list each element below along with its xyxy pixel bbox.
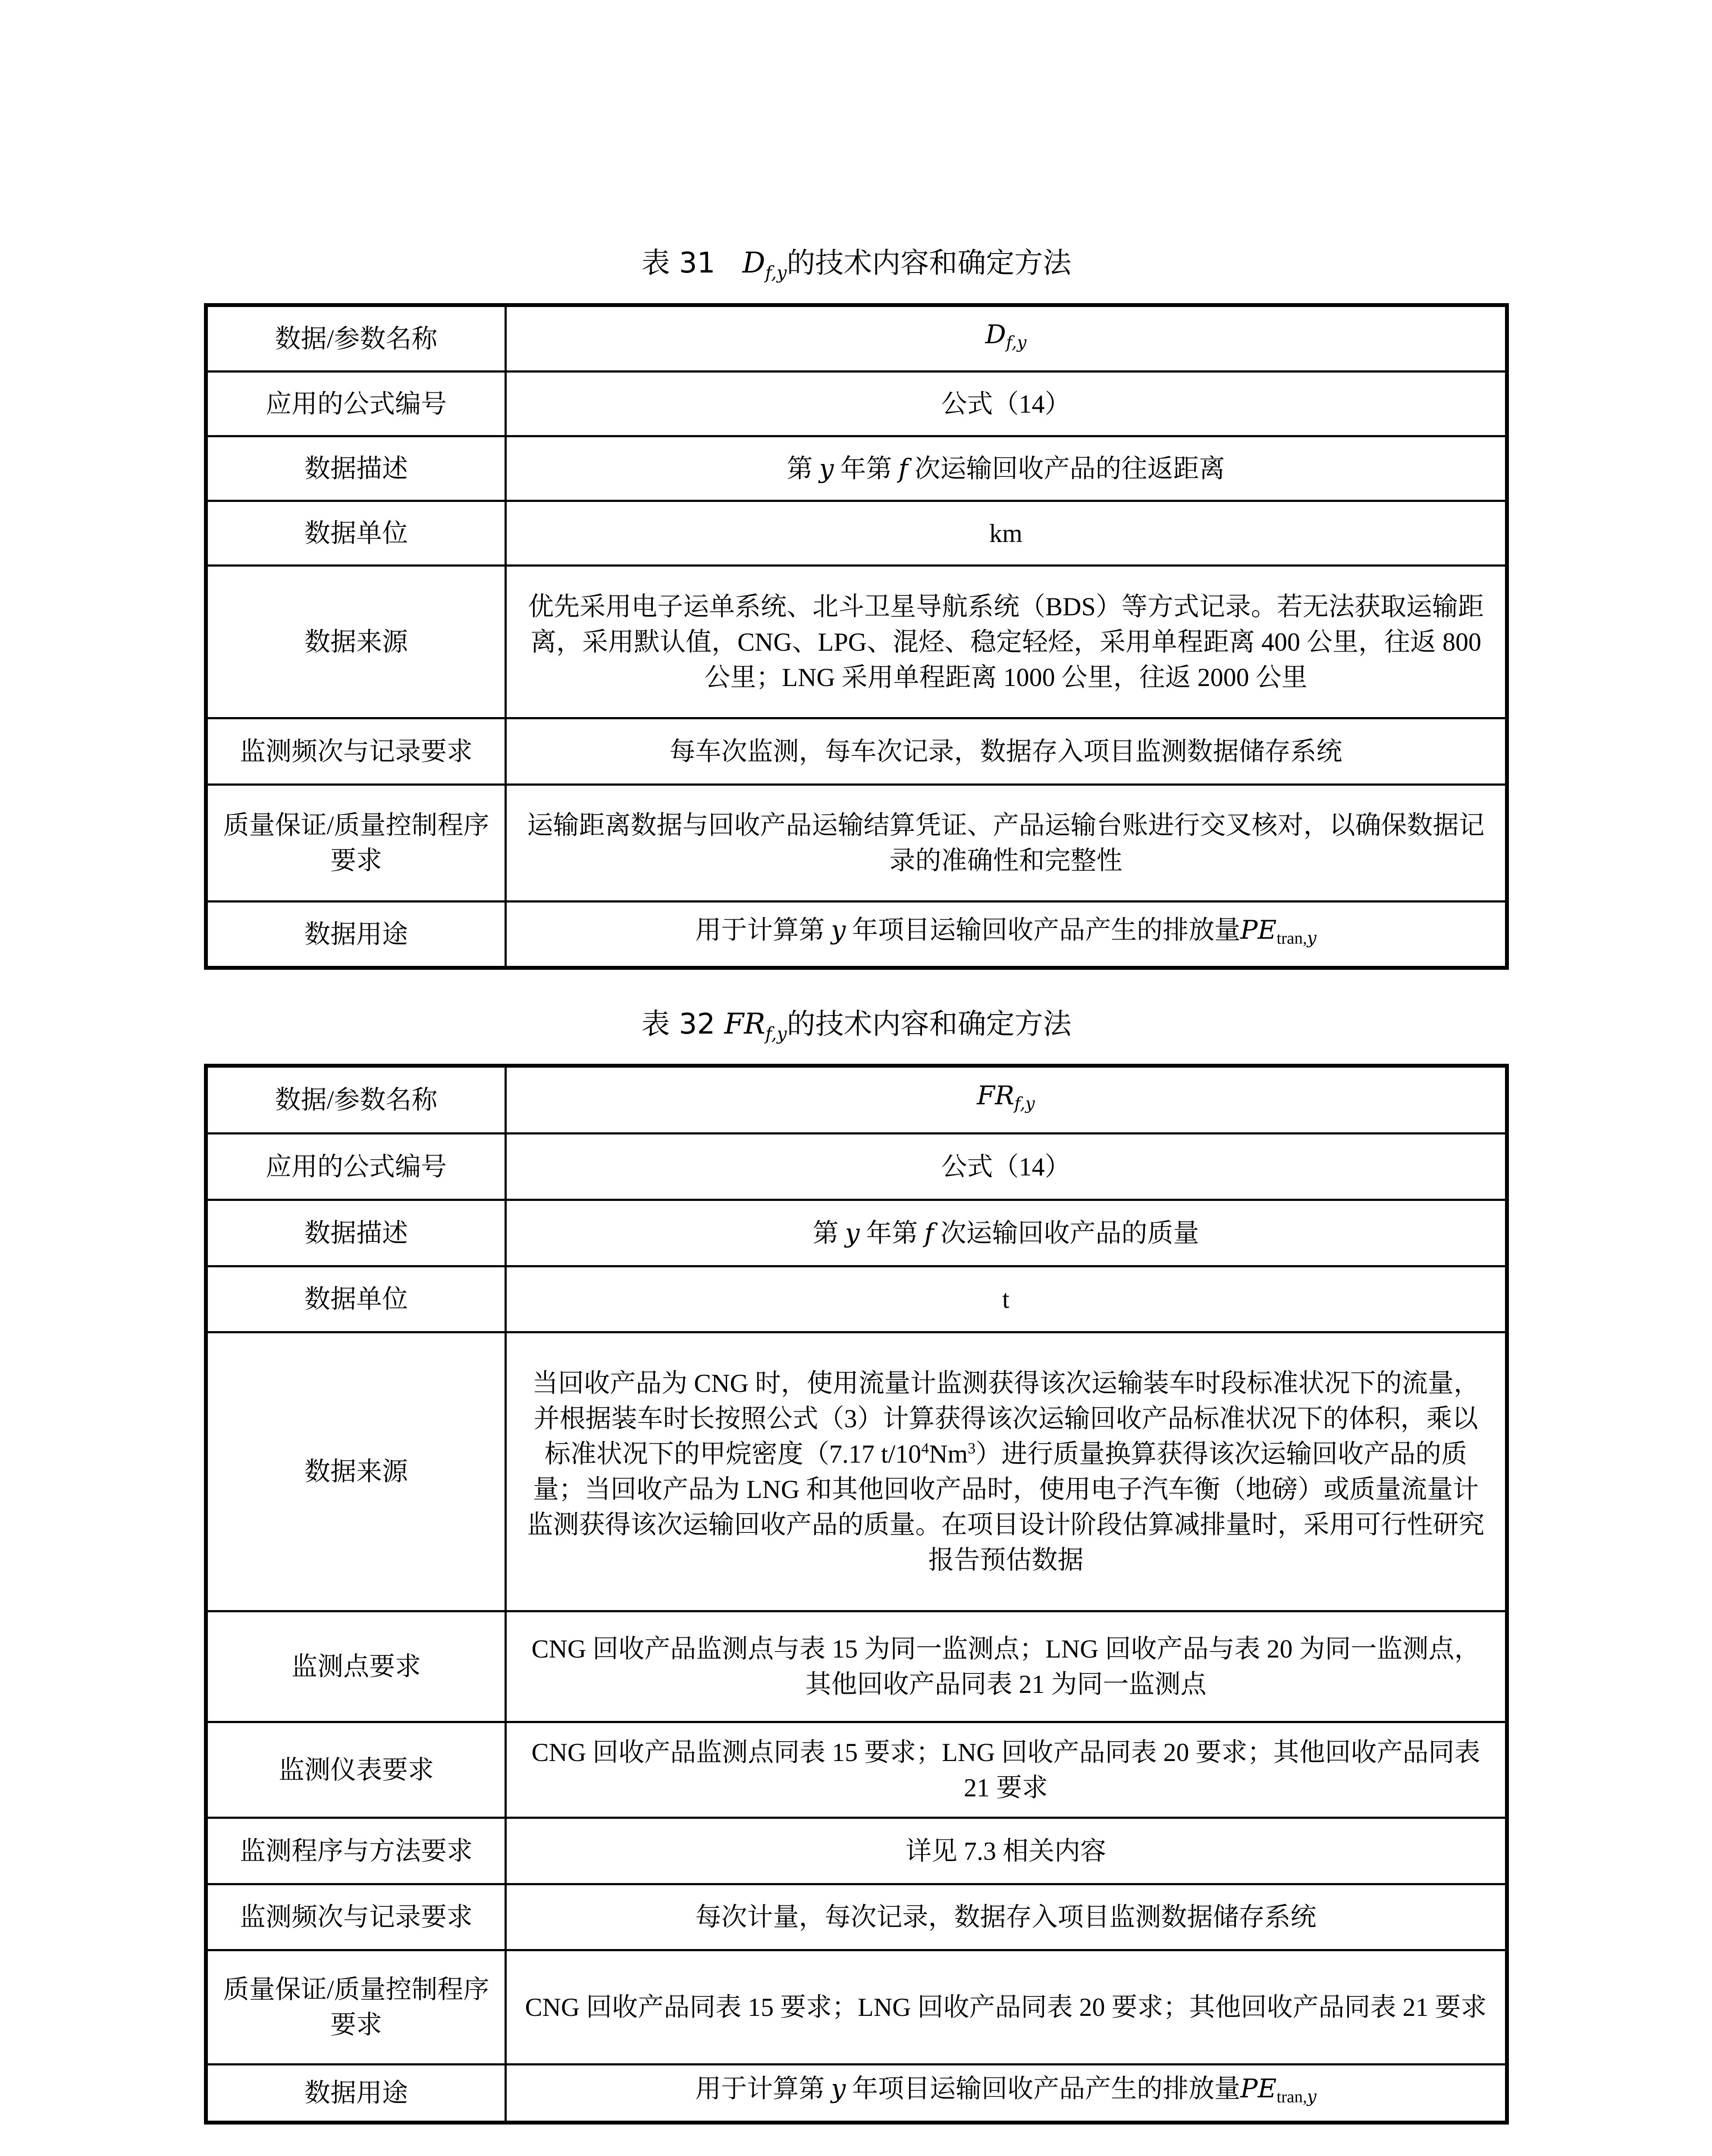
row-value xyxy=(506,1066,1507,1134)
row-value: CNG 回收产品同表 15 要求；LNG 回收产品同表 20 要求；其他回收产品同表 21 要求 xyxy=(506,1950,1507,2065)
row-key: 数据描述 xyxy=(206,436,506,501)
row-value xyxy=(506,1332,1507,1611)
row-key: 数据来源 xyxy=(206,1332,506,1611)
table-row xyxy=(206,501,1507,566)
row-value xyxy=(506,436,1507,501)
subscript-text: tran, xyxy=(1276,929,1307,948)
row-key: 数据用途 xyxy=(206,2065,506,2123)
row-key: 应用的公式编号 xyxy=(206,1134,506,1200)
row-key: 监测频次与记录要求 xyxy=(206,1884,506,1950)
text: 年项目运输回收产品产生的排放量 xyxy=(846,915,1241,944)
text: 第 xyxy=(812,1219,845,1247)
table-row xyxy=(206,1134,1507,1200)
table-32-title-symbol: FR xyxy=(724,1007,765,1040)
text: 当回收产品为 CNG 时，使用流量计监测获得该次运输装车时段标准状况下的流量，并根据装车时长按照公式（3）计算获得该次运输回收产品标准状况下的体积，乘以标准状况下的甲烷密度（7.17 t/10 xyxy=(532,1369,1480,1468)
table-row xyxy=(206,1066,1507,1134)
table-row xyxy=(206,566,1507,718)
row-value: 优先采用电子运单系统、北斗卫星导航系统（BDS）等方式记录。若无法获取运输距离，采用默认值，CNG、LPG、混烃、稳定轻烃，采用单程距离 400 公里，往返 800 公里；LNG 采用单程距离 1000 公里，往返 2000 公里 xyxy=(506,566,1507,718)
text: 年项目运输回收产品产生的排放量 xyxy=(846,2075,1241,2103)
table-row xyxy=(206,902,1507,968)
subscript-text: tran, xyxy=(1276,2087,1307,2106)
row-key: 应用的公式编号 xyxy=(206,372,506,436)
table-row xyxy=(206,785,1507,902)
row-value: km xyxy=(506,501,1507,566)
row-value: 详见 7.3 相关内容 xyxy=(506,1818,1507,1884)
text: 用于计算第 xyxy=(695,2075,831,2103)
row-key: 数据/参数名称 xyxy=(206,1066,506,1134)
row-key: 数据描述 xyxy=(206,1200,506,1266)
row-key: 数据用途 xyxy=(206,902,506,968)
subscript-y: y xyxy=(1307,928,1317,948)
row-key: 质量保证/质量控制程序要求 xyxy=(206,785,506,902)
row-value: 每次计量，每次记录，数据存入项目监测数据储存系统 xyxy=(506,1884,1507,1950)
table-31-title-prefix: 表 31 xyxy=(641,246,715,279)
variable-f: f xyxy=(924,1218,934,1248)
superscript: 4 xyxy=(921,1439,929,1457)
text: 年第 xyxy=(834,454,899,483)
symbol-pe: PE xyxy=(1240,915,1277,945)
table-row xyxy=(206,1884,1507,1950)
table-31 xyxy=(204,303,1509,970)
row-value xyxy=(506,305,1507,372)
superscript: 3 xyxy=(968,1439,976,1457)
table-31-title-subscript: f,y xyxy=(765,262,787,283)
table-row xyxy=(206,1611,1507,1722)
variable-f: f xyxy=(898,453,908,484)
row-key: 监测仪表要求 xyxy=(206,1722,506,1818)
text: Nm xyxy=(929,1440,968,1468)
table-32-title-prefix: 表 32 xyxy=(641,1007,715,1040)
text: ）进行质量换算获得该次运输回收产品的质量；当回收产品为 LNG 和其他回收产品时，使用电子汽车衡（地磅）或质量流量计监测获得该次运输回收产品的质量。在项目设计阶段估算减排量时，采用可行性研究报告预估数据 xyxy=(527,1440,1485,1574)
text: 次运输回收产品的往返距离 xyxy=(908,454,1225,483)
subscript-text: f,y xyxy=(1014,1094,1035,1114)
variable-y: y xyxy=(831,915,846,945)
table-row xyxy=(206,436,1507,501)
row-value: 每车次监测，每车次记录，数据存入项目监测数据储存系统 xyxy=(506,718,1507,785)
table-row xyxy=(206,305,1507,372)
row-key: 质量保证/质量控制程序要求 xyxy=(206,1950,506,2065)
text: 用于计算第 xyxy=(695,915,831,944)
table-row xyxy=(206,1332,1507,1611)
variable-y: y xyxy=(819,453,834,484)
table-row xyxy=(206,1200,1507,1266)
variable-y: y xyxy=(831,2074,846,2104)
table-row xyxy=(206,2065,1507,2123)
row-key: 监测频次与记录要求 xyxy=(206,718,506,785)
row-key: 数据单位 xyxy=(206,1266,506,1332)
table-32-title-suffix: 的技术内容和确定方法 xyxy=(787,1007,1072,1040)
text: 年第 xyxy=(859,1219,925,1247)
row-key: 数据/参数名称 xyxy=(206,305,506,372)
table-row xyxy=(206,1950,1507,2065)
text: 次运输回收产品的质量 xyxy=(934,1219,1199,1247)
subscript-text: f,y xyxy=(1006,333,1027,353)
table-32-title xyxy=(204,1005,1509,1053)
table-31-title-symbol: D xyxy=(742,246,765,279)
symbol-pe: PE xyxy=(1240,2074,1277,2104)
row-value: t xyxy=(506,1266,1507,1332)
row-key: 数据单位 xyxy=(206,501,506,566)
row-key: 监测程序与方法要求 xyxy=(206,1818,506,1884)
row-value: CNG 回收产品监测点同表 15 要求；LNG 回收产品同表 20 要求；其他回收产品同表 21 要求 xyxy=(506,1722,1507,1818)
text: 第 xyxy=(787,454,819,483)
row-value: 公式（14） xyxy=(506,372,1507,436)
table-32 xyxy=(204,1064,1509,2125)
symbol-text: D xyxy=(985,319,1006,350)
variable-y: y xyxy=(845,1218,860,1248)
table-32-title-subscript: f,y xyxy=(765,1023,787,1044)
table-31-title-suffix: 的技术内容和确定方法 xyxy=(787,246,1072,279)
table-row xyxy=(206,372,1507,436)
row-value: 公式（14） xyxy=(506,1134,1507,1200)
row-value: 运输距离数据与回收产品运输结算凭证、产品运输台账进行交叉核对，以确保数据记录的准确性和完整性 xyxy=(506,785,1507,902)
row-value xyxy=(506,1200,1507,1266)
table-row xyxy=(206,1818,1507,1884)
table-row xyxy=(206,1266,1507,1332)
row-key: 监测点要求 xyxy=(206,1611,506,1722)
row-key: 数据来源 xyxy=(206,566,506,718)
subscript-y: y xyxy=(1307,2087,1317,2107)
table-row xyxy=(206,718,1507,785)
row-value: CNG 回收产品监测点与表 15 为同一监测点；LNG 回收产品与表 20 为同一监测点，其他回收产品同表 21 为同一监测点 xyxy=(506,1611,1507,1722)
row-value xyxy=(506,2065,1507,2123)
row-value xyxy=(506,902,1507,968)
table-31-title xyxy=(204,244,1509,292)
table-row xyxy=(206,1722,1507,1818)
symbol-text: FR xyxy=(977,1081,1015,1111)
